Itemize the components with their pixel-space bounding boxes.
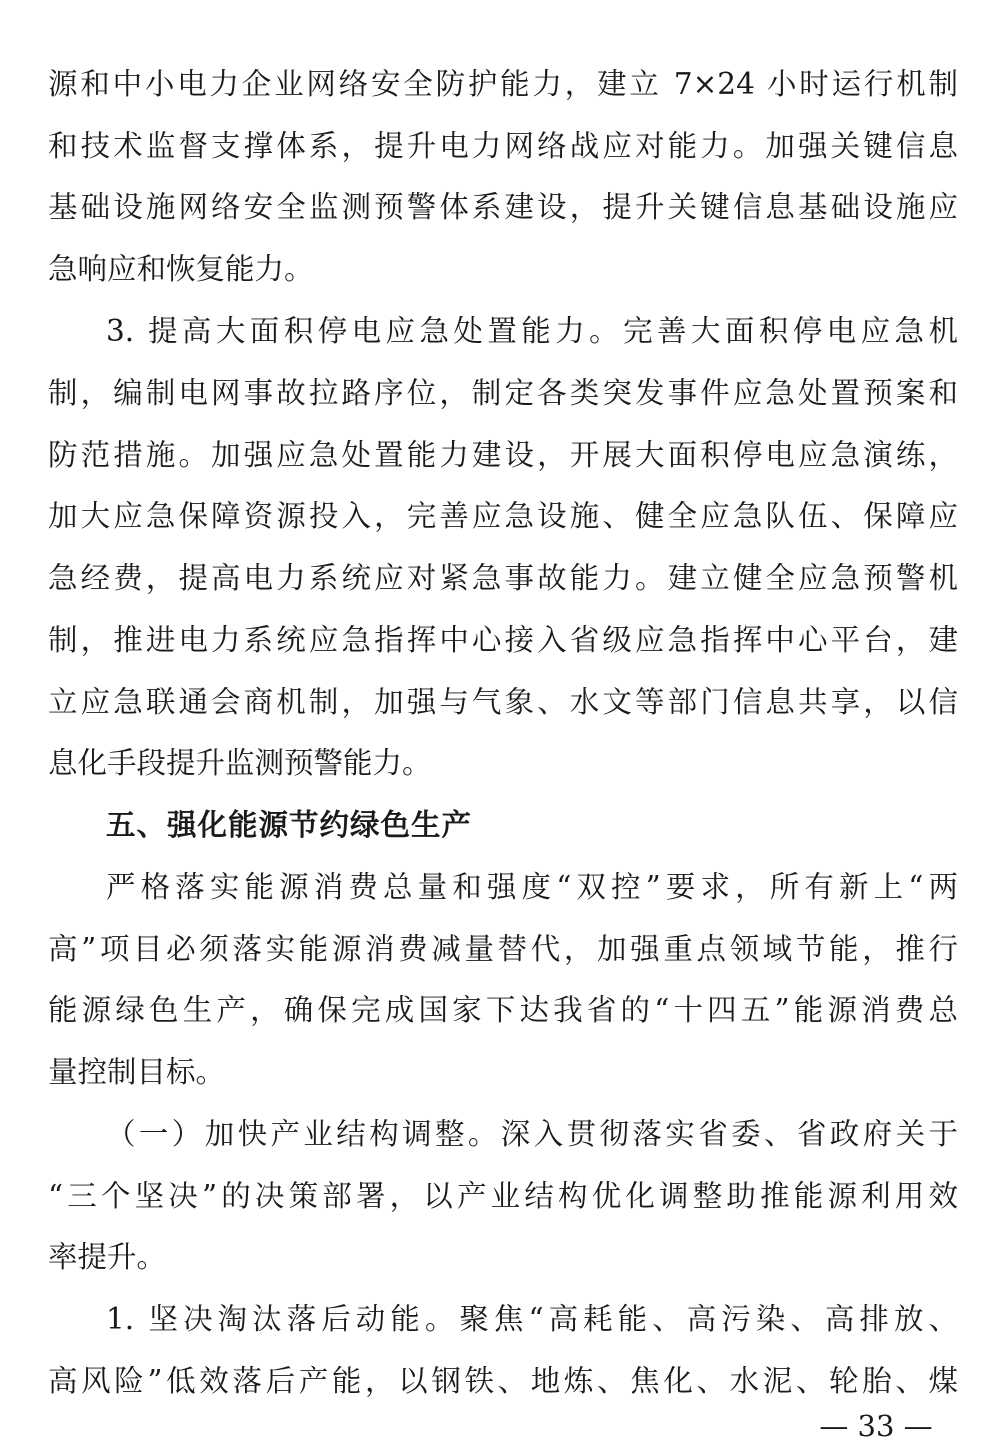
text-line: 防范措施。加强应急处置能力建设，开展大面积停电应急演练， — [48, 438, 958, 472]
text-line: 高风险”低效落后产能，以钢铁、地炼、焦化、水泥、轮胎、煤 — [48, 1364, 958, 1398]
text-line: 立应急联通会商机制，加强与气象、水文等部门信息共享，以信 — [48, 685, 958, 719]
text-line: 基础设施网络安全监测预警体系建设，提升关键信息基础设施应 — [48, 190, 958, 224]
text-line: “三个坚决”的决策部署，以产业结构优化调整助推能源利用效 — [48, 1179, 958, 1213]
text-line: （一）加快产业结构调整。深入贯彻落实省委、省政府关于 — [106, 1117, 958, 1151]
text-line: 3. 提高大面积停电应急处置能力。完善大面积停电应急机 — [106, 314, 958, 348]
text-line: 制，编制电网事故拉路序位，制定各类突发事件应急处置预案和 — [48, 376, 958, 410]
text-line: 和技术监督支撑体系，提升电力网络战应对能力。加强关键信息 — [48, 129, 958, 163]
page-number: — 33 — — [819, 1409, 933, 1443]
text-line: 1. 坚决淘汰落后动能。聚焦“高耗能、高污染、高排放、 — [106, 1302, 958, 1336]
text-line: 严格落实能源消费总量和强度“双控”要求，所有新上“两 — [106, 870, 958, 904]
text-line: 制，推进电力系统应急指挥中心接入省级应急指挥中心平台，建 — [48, 623, 958, 657]
text-line: 源和中小电力企业网络安全防护能力，建立 7×24 小时运行机制 — [48, 67, 958, 101]
text-line: 率提升。 — [48, 1240, 167, 1274]
text-line: 量控制目标。 — [48, 1055, 226, 1089]
text-line: 急经费，提高电力系统应对紧急事故能力。建立健全应急预警机 — [48, 561, 958, 595]
text-line: 急响应和恢复能力。 — [48, 252, 314, 286]
text-line: 息化手段提升监测预警能力。 — [48, 746, 432, 780]
text-line: 高”项目必须落实能源消费减量替代，加强重点领域节能，推行 — [48, 932, 958, 966]
text-line: 能源绿色生产，确保完成国家下达我省的“十四五”能源消费总 — [48, 993, 958, 1027]
section-heading: 五、强化能源节约绿色生产 — [106, 808, 473, 842]
text-line: 加大应急保障资源投入，完善应急设施、健全应急队伍、保障应 — [48, 499, 958, 533]
